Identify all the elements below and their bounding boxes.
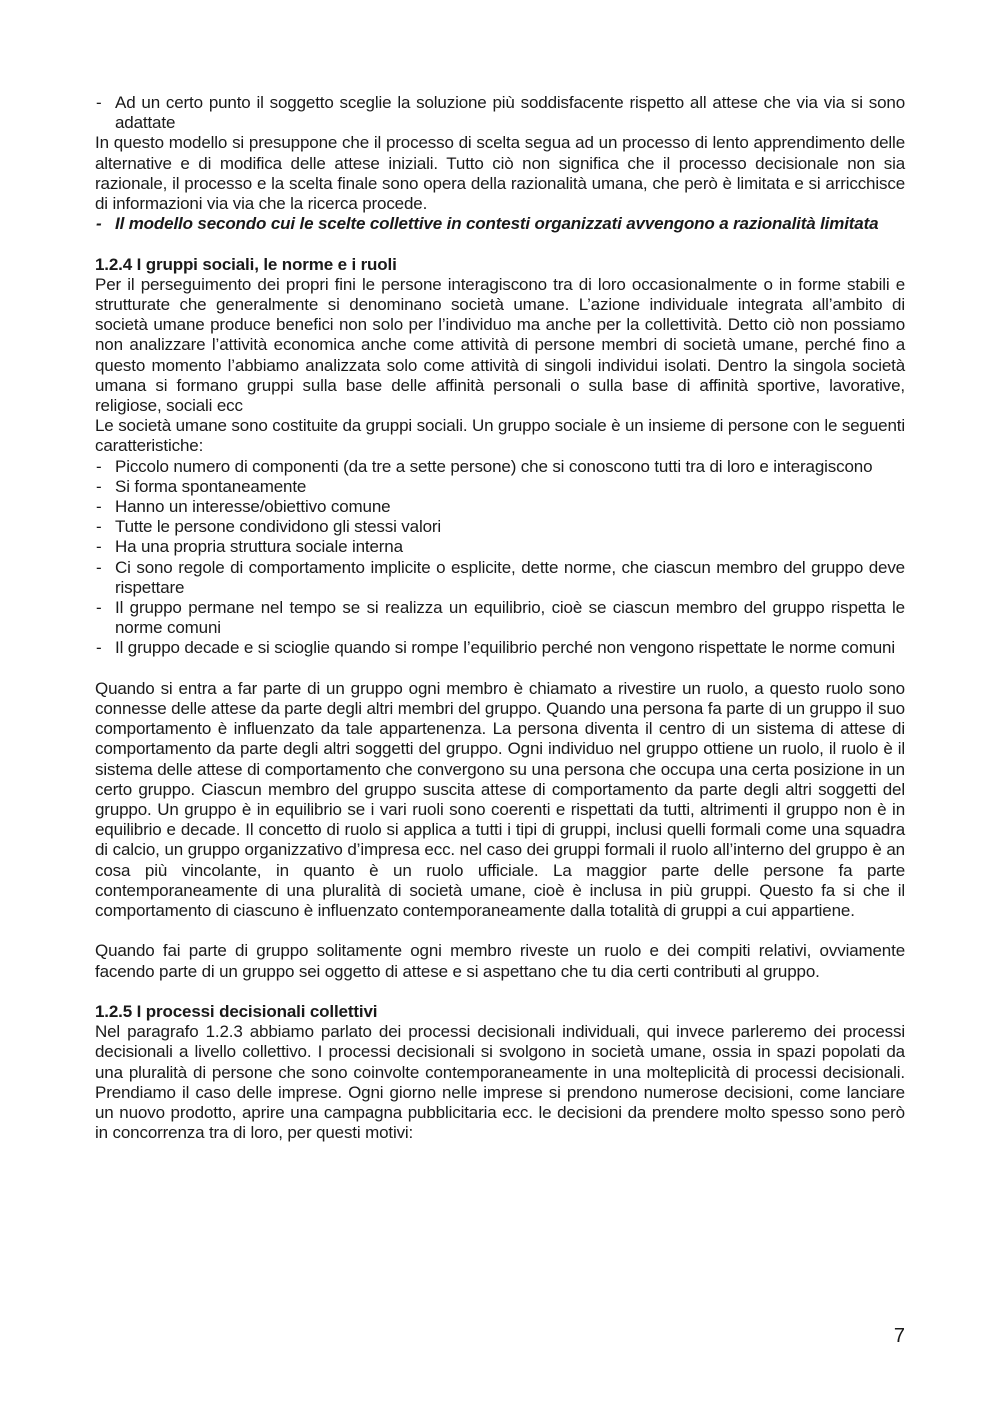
list-item: - Il gruppo decade e si scioglie quando si rompe l’equilibrio perché non vengono rispettate le norme comuni xyxy=(95,638,905,658)
list-item: - Tutte le persone condividono gli stessi valori xyxy=(95,517,905,537)
list-item: - Si forma spontaneamente xyxy=(95,477,905,497)
page-number: 7 xyxy=(893,1325,905,1347)
group-characteristics-list xyxy=(95,457,905,659)
list-item: - Ci sono regole di comportamento implicite o esplicite, dette norme, che ciascun membro del gruppo deve rispettare xyxy=(95,558,905,598)
bold-list xyxy=(95,214,905,234)
section-heading-1-2-4: 1.2.4 I gruppi sociali, le norme e i ruoli xyxy=(95,254,397,274)
paragraph: Nel paragrafo 1.2.3 abbiamo parlato dei processi decisionali individuali, qui invece parleremo dei processi decisionali a livello collettivo. I processi decisionali si svolgono in società umane, ossia in spazi popolati da una pluralità di persone che sono coinvolte contemporaneamente in una molteplicità di processi decisionali. Prendiamo il caso delle imprese. Ogni giorno nelle imprese si prendono numerose decisioni, come lanciare un nuovo prodotto, aprire una campagna pubblicitaria ecc. le decisioni da prendere molto spesso sono però in concorrenza tra di loro, per questi motivi: xyxy=(95,1022,905,1143)
document-page xyxy=(95,93,905,1144)
list-item: - Ad un certo punto il soggetto sceglie la soluzione più soddisfacente rispetto all attese che via via si sono adattate xyxy=(95,93,905,133)
paragraph: Quando fai parte di gruppo solitamente ogni membro riveste un ruolo e dei compiti relativi, ovviamente facendo parte di un gruppo sei oggetto di attese e si aspettano che tu dia certi contributi al gruppo. xyxy=(95,941,905,981)
list-item: - Ha una propria struttura sociale interna xyxy=(95,537,905,557)
top-list xyxy=(95,93,905,133)
section-heading-1-2-5: 1.2.5 I processi decisionali collettivi xyxy=(95,1002,378,1022)
bold-list-item: - Il modello secondo cui le scelte collettive in contesti organizzati avvengono a razionalità limitata xyxy=(95,214,905,234)
list-item: - Piccolo numero di componenti (da tre a sette persone) che si conoscono tutti tra di loro e interagiscono xyxy=(95,457,905,477)
list-item: - Il gruppo permane nel tempo se si realizza un equilibrio, cioè se ciascun membro del gruppo rispetta le norme comuni xyxy=(95,598,905,638)
paragraph-model: In questo modello si presuppone che il processo di scelta segua ad un processo di lento apprendimento delle alternative e di modifica delle attese iniziali. Tutto ciò non significa che il processo decisionale non sia razionale, il processo e la scelta finale sono opera della razionalità umana, che però è limitata e si arricchisce di informazioni via via che la ricerca procede. xyxy=(95,133,905,214)
paragraph: Quando si entra a far parte di un gruppo ogni membro è chiamato a rivestire un ruolo, a questo ruolo sono connesse delle attese da parte degli altri membri del gruppo. Quando una persona fa parte di un gruppo il suo comportamento è influenzato da tale appartenenza. La persona diventa il centro di un sistema di attese di comportamento da parte degli altri soggetti del gruppo. Ogni individuo nel gruppo ottiene un ruolo, il ruolo è il sistema delle attese di comportamento che convergono su una persona che occupa una certa posizione in un certo gruppo. Ciascun membro del gruppo suscita attese di comportamento da parte degli altri soggetti del gruppo. Un gruppo è in equilibrio se i vari ruoli sono coerenti e rispettati da tutti, altrimenti il gruppo non è in equilibrio e decade. Il concetto di ruolo si applica a tutti i tipi di gruppi, inclusi quelli formali come una squadra di calcio, un gruppo organizzativo d’impresa ecc. nel caso dei gruppi formali il ruolo all’interno del gruppo è an cosa più vincolante, in quanto è un ruolo ufficiale. La maggior parte delle persone fa parte contemporaneamente di una pluralità di società umane, cioè è inclusa in più gruppi. Questo fa si che il comportamento di ciascuno è influenzato contemporaneamente dalla totalità di gruppi a cui appartiene. xyxy=(95,678,905,921)
paragraph: Le società umane sono costituite da gruppi sociali. Un gruppo sociale è un insieme di persone con le seguenti caratteristiche: xyxy=(95,416,905,456)
paragraph: Per il perseguimento dei propri fini le persone interagiscono tra di loro occasionalmente o in forme stabili e strutturate che generalmente si denominano società umane. L’azione individuale integrata all’ambito di società umane produce benefici non solo per l’individuo ma anche per la collettività. Detto ciò non possiamo non analizzare l’attività economica anche come attività di persone membri di società umane, perché fino a questo momento l’abbiamo analizzata solo come attività di singoli individui isolati. Dentro la singola società umana si formano gruppi sulla base delle affinità personali o sulla base di affinità sportive, lavorative, religiose, sociali ecc xyxy=(95,274,905,416)
list-item: - Hanno un interesse/obiettivo comune xyxy=(95,497,905,517)
